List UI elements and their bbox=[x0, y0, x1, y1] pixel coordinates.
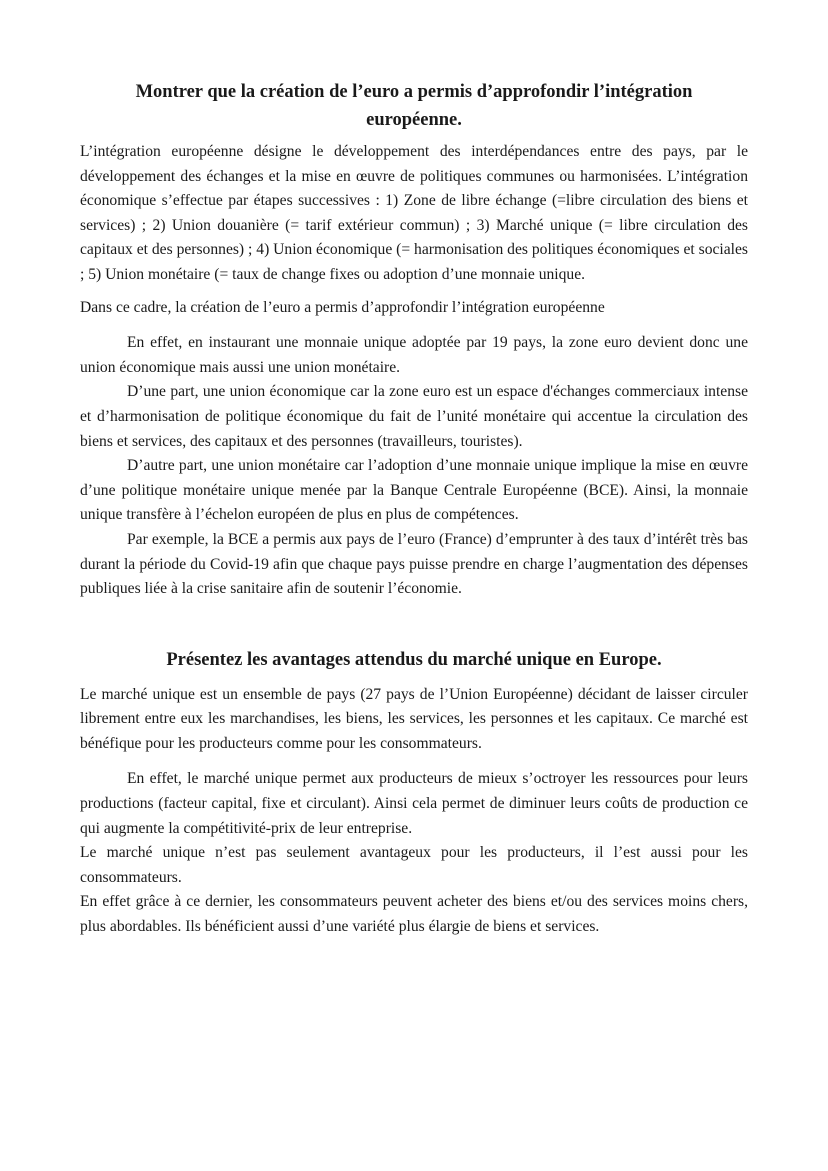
section1-paragraph-4: Par exemple, la BCE a permis aux pays de l’euro (France) d’emprunter à des taux d’intérêt très bas durant la période du Covid-19 afin que chaque pays puisse prendre en charge l’augmentation des dépenses publiques liée à la crise sanitaire afin de soutenir l’économie. bbox=[80, 530, 748, 598]
document-page bbox=[80, 78, 748, 940]
section1-paragraph-1: En effet, en instaurant une monnaie unique adoptée par 19 pays, la zone euro devient donc une union économique mais aussi une union monétaire. bbox=[80, 334, 748, 376]
section2-intro: Le marché unique est un ensemble de pays (27 pays de l’Union Européenne) décidant de laisser circuler librement entre eux les marchandises, les biens, les services, les personnes et les capitaux. Ce marché est bénéfique pour les producteurs comme pour les consommateurs. bbox=[80, 685, 748, 752]
section2-paragraph-2: Le marché unique n’est pas seulement avantageux pour les producteurs, il l’est aussi pour les consommateurs. bbox=[80, 844, 748, 886]
section2-paragraph-3: En effet grâce à ce dernier, les consommateurs peuvent acheter des biens et/ou des services moins chers, plus abordables. Ils bénéficient aussi d’une variété plus élargie de biens et services. bbox=[80, 893, 748, 936]
section1-title-line2: européenne. bbox=[366, 110, 462, 130]
section2-paragraph-1: En effet, le marché unique permet aux producteurs de mieux s’octroyer les ressources pour leurs productions (facteur capital, fixe et circulant). Ainsi cela permet de diminuer leurs coûts de production ce qui augmente la compétitivité-prix de leur entreprise. bbox=[80, 770, 748, 837]
section1-paragraph-3: D’autre part, une union monétaire car l’adoption d’une monnaie unique implique la mise en œuvre d’une politique monétaire unique menée par la Banque Centrale Européenne (BCE). Ainsi, la monnaie unique transfère à l’échelon européen de plus en plus de compétences. bbox=[80, 457, 748, 524]
section1-title bbox=[80, 78, 748, 134]
section2-title: Présentez les avantages attendus du marché unique en Europe. bbox=[166, 649, 662, 670]
section1-paragraph-2: D’une part, une union économique car la zone euro est un espace d'échanges commerciaux intense et d’harmonisation de politique économique du fait de l’unité monétaire qui accentue la circulation des biens et services, des capitaux et des personnes (travailleurs, touristes). bbox=[80, 383, 748, 450]
section1-intro: L’intégration européenne désigne le développement des interdépendances entre des pays, par le développement des échanges et la mise en œuvre de politiques communes ou harmonisées. L’intégration économique s’effectue par étapes successives : 1) Zone de libre échange (=libre circulation des biens et services) ; 2) Union douanière (= tarif extérieur commun) ; 3) Marché unique (= libre circulation des capitaux et des personnes) ; 4) Union économique (= harmonisation des politiques économiques et sociales ; 5) Union monétaire (= taux de change fixes ou adoption d’une monnaie unique. bbox=[80, 143, 748, 283]
section1-title-line1: Montrer que la création de l’euro a permis d’approfondir l’intégration bbox=[135, 82, 693, 102]
section1-thesis: Dans ce cadre, la création de l’euro a permis d’approfondir l’intégration européenne bbox=[80, 298, 605, 316]
